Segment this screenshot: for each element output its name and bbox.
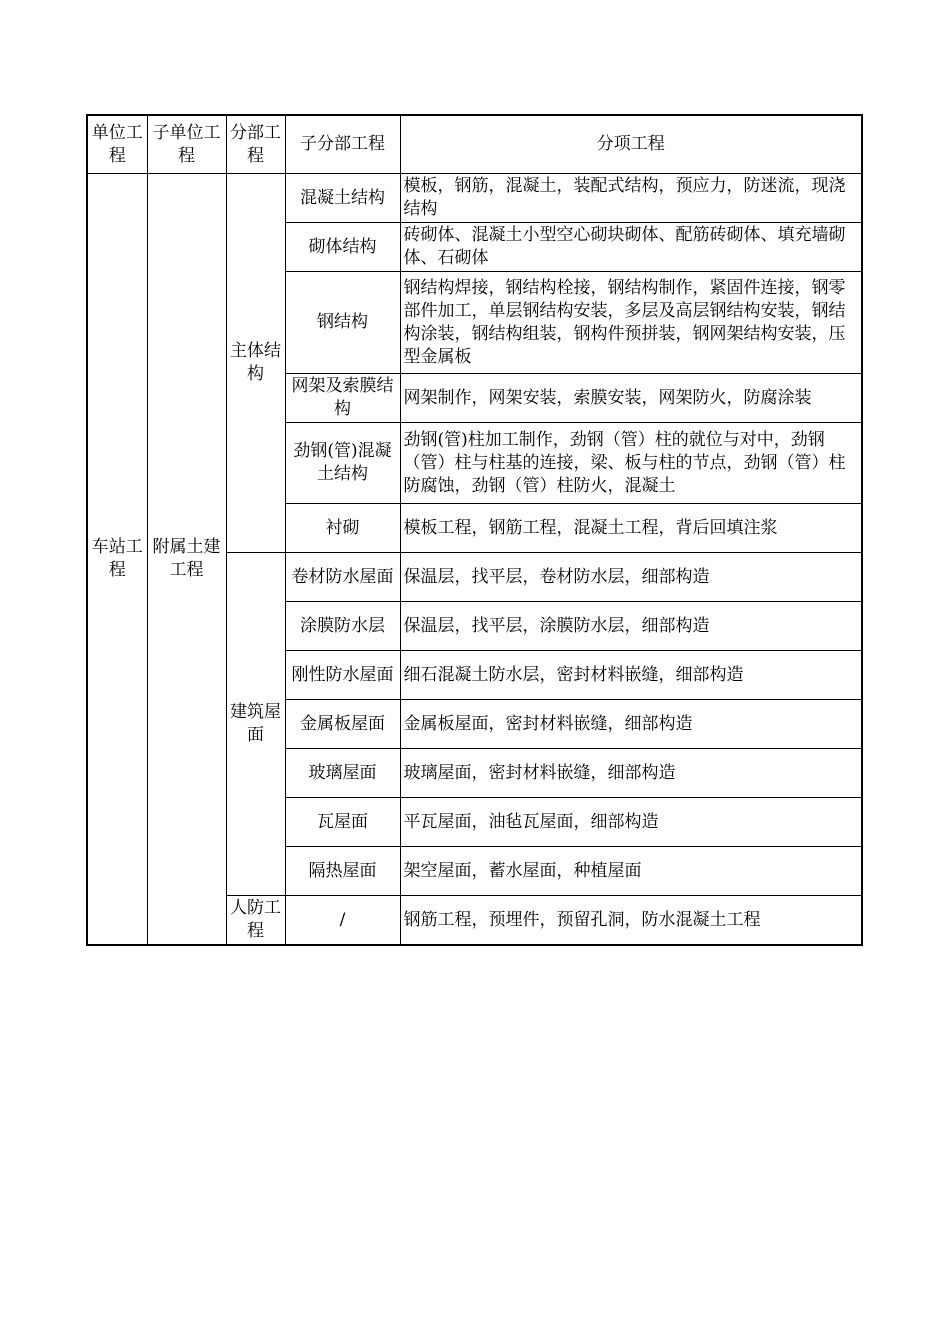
item-cell: 平瓦屋面，油毡瓦屋面，细部构造 [400,798,862,847]
header-sub-unit: 子单位工程 [147,115,226,174]
item-cell: 玻璃屋面，密封材料嵌缝，细部构造 [400,749,862,798]
item-cell: 架空屋面，蓄水屋面，种植屋面 [400,847,862,896]
item-cell: 钢筋工程，预埋件，预留孔洞，防水混凝土工程 [400,896,862,946]
table-row [87,174,862,223]
item-cell: 金属板屋面，密封材料嵌缝，细部构造 [400,700,862,749]
unit-cell: 车站工程 [87,174,147,946]
sub-division-cell: 混凝土结构 [285,174,400,223]
sub-unit-cell: 附属土建工程 [147,174,226,946]
division-cell: 人防工程 [226,896,285,946]
item-cell: 保温层，找平层，卷材防水层，细部构造 [400,553,862,602]
sub-division-cell: 涂膜防水层 [285,602,400,651]
item-cell: 保温层，找平层，涂膜防水层，细部构造 [400,602,862,651]
item-cell: 模板，钢筋，混凝土，装配式结构，预应力，防迷流，现浇结构 [400,174,862,223]
sub-division-cell: 瓦屋面 [285,798,400,847]
item-cell: 劲钢(管)柱加工制作，劲钢（管）柱的就位与对中，劲钢（管）柱与柱基的连接，梁、板与柱的节点，劲钢（管）柱防腐蚀，劲钢（管）柱防火，混凝土 [400,423,862,504]
sub-division-cell: 劲钢(管)混凝土结构 [285,423,400,504]
sub-division-cell: 刚性防水屋面 [285,651,400,700]
division-cell: 主体结构 [226,174,285,553]
division-cell: 建筑屋面 [226,553,285,896]
sub-division-cell: 金属板屋面 [285,700,400,749]
sub-division-cell: 隔热屋面 [285,847,400,896]
header-item: 分项工程 [400,115,862,174]
item-cell: 钢结构焊接，钢结构栓接，钢结构制作，紧固件连接，钢零部件加工，单层钢结构安装，多层及高层钢结构安装，钢结构涂装，钢结构组装，钢构件预拼装，钢网架结构安装，压型金属板 [400,272,862,374]
item-cell: 砖砌体、混凝土小型空心砌块砌体、配筋砖砌体、填充墙砌体、石砌体 [400,223,862,272]
subdivision-table [86,114,863,946]
sub-division-cell: 钢结构 [285,272,400,374]
sub-division-cell: / [285,896,400,946]
item-cell: 网架制作，网架安装，索膜安装，网架防火，防腐涂装 [400,374,862,423]
header-row [87,115,862,174]
header-division: 分部工程 [226,115,285,174]
item-cell: 细石混凝土防水层，密封材料嵌缝，细部构造 [400,651,862,700]
sub-division-cell: 衬砌 [285,504,400,553]
sub-division-cell: 玻璃屋面 [285,749,400,798]
header-sub-division: 子分部工程 [285,115,400,174]
item-cell: 模板工程，钢筋工程，混凝土工程，背后回填注浆 [400,504,862,553]
header-unit: 单位工程 [87,115,147,174]
sub-division-cell: 砌体结构 [285,223,400,272]
sub-division-cell: 网架及索膜结构 [285,374,400,423]
sub-division-cell: 卷材防水屋面 [285,553,400,602]
